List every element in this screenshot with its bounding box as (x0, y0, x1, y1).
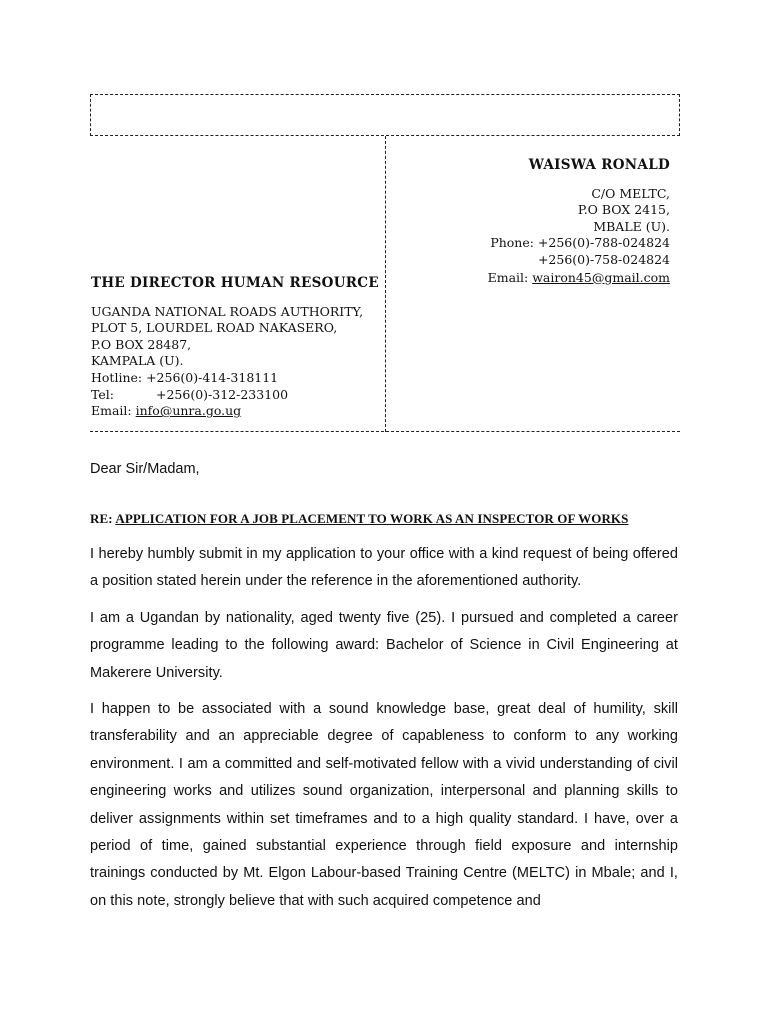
sender-address-line: P.O BOX 2415, (577, 202, 670, 218)
recipient-email-label: Email: (91, 403, 132, 419)
paragraph: I happen to be associated with a sound knowledge base, great deal of humility, skill transferability and an appreciable degree of capableness to conform to any working environment. I am a committed and self-motivated fellow with a vivid understanding of civil engineering works and utilizes sound organization, interpersonal and planning skills to deliver assignments within set timeframes and to a high quality standard. I have, over a period of time, gained substantial experience through field exposure and internship trainings conducted by Mt. Elgon Labour-based Training Centre (MELTC) in Mbale; and I, on this note, strongly believe that with such acquired competence and (90, 701, 678, 909)
address-divider-horizontal (90, 431, 680, 432)
recipient-hotline: Hotline: +256(0)-414-318111 (91, 369, 279, 385)
letter-body (90, 460, 678, 924)
recipient-email-link[interactable]: info@unra.go.ug (135, 403, 242, 419)
recipient-title: THE DIRECTOR HUMAN RESOURCE (91, 275, 379, 291)
sender-name: WAISWA RONALD (528, 157, 670, 173)
recipient-address-line: UGANDA NATIONAL ROADS AUTHORITY, (91, 303, 364, 319)
sender-address-line: MBALE (U). (593, 218, 670, 234)
sender-email-line (380, 270, 670, 287)
reference-line (90, 511, 678, 527)
sender-address-line: C/O MELTC, (591, 185, 670, 201)
recipient-address-line: P.O BOX 28487, (91, 336, 192, 352)
sender-phone: Phone: +256(0)-788-024824 (490, 235, 670, 251)
recipient-email-line (91, 403, 385, 420)
sender-email-label: Email: (487, 269, 529, 285)
paragraph: I hereby humbly submit in my application to your office with a kind request of being offered a position stated herein under the reference in the aforementioned authority. (90, 546, 678, 590)
sender-block (380, 157, 670, 286)
letterhead-box (90, 94, 680, 136)
reference-subject: APPLICATION FOR A JOB PLACEMENT TO WORK AS AN INSPECTOR OF WORKS (115, 511, 629, 526)
recipient-tel: +256(0)-312-233100 (155, 386, 289, 402)
reference-label: RE: (90, 511, 113, 526)
sender-phone-alt: +256(0)-758-024824 (537, 251, 670, 267)
recipient-block (91, 275, 385, 420)
paragraph: I am a Ugandan by nationality, aged twenty five (25). I pursued and completed a career programme leading to the following award: Bachelor of Science in Civil Engineering at Makerere University. (90, 609, 678, 681)
sender-email-link[interactable]: wairon45@gmail.com (532, 269, 670, 285)
recipient-tel-label: Tel: (91, 386, 114, 402)
recipient-tel-line (91, 387, 385, 404)
recipient-address-line: PLOT 5, LOURDEL ROAD NAKASERO, (91, 320, 338, 336)
salutation: Dear Sir/Madam, (90, 461, 200, 477)
recipient-address-line: KAMPALA (U). (91, 353, 184, 369)
